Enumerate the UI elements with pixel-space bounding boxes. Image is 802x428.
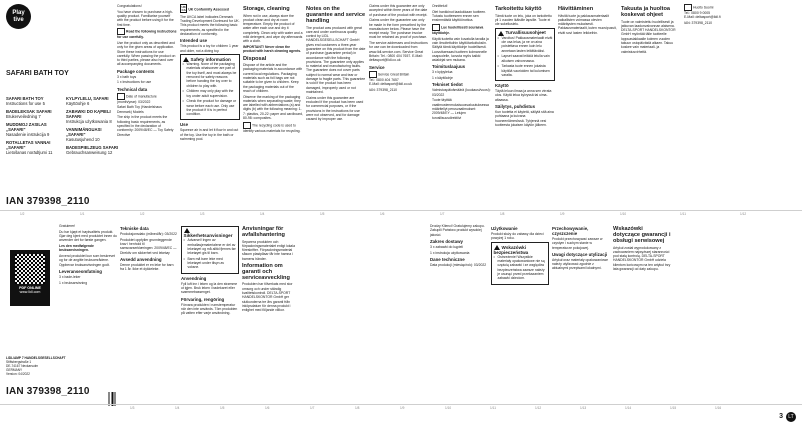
lang-entry: KYLPYLELU, SAFARI Käyttöohje 6 bbox=[66, 96, 109, 106]
pl-guarantee-text: Artykuł został wyprodukowany z zachowaniem najwyższej staranności pod stałą kontrolą. DELTA-SPORT HANDELSKONTOR GmbH udziela klientom końcowym na ten artykuł trzy lata gwarancji od daty zakupu. bbox=[613, 245, 671, 271]
language-badge: LT bbox=[786, 412, 796, 422]
fi-package-item: 3 x kylpylelua bbox=[432, 70, 453, 75]
en-intended-heading: Intended use bbox=[180, 38, 208, 44]
recycle-icon bbox=[243, 122, 251, 129]
en-service-block: Service Great Britain Tel.: 0800 404 7657 E-Mail: deltasport@lidl.co.uk bbox=[369, 72, 413, 86]
no-intended-heading: Avsedd anvendning bbox=[120, 256, 162, 262]
se-disposal-text: Separera produkten och förpackningsmaterialet enligt lokala föreskrifter. Förpackningsmaterial såsom plastpåsar får inte hamna i barnens händer. bbox=[242, 239, 295, 261]
en-safety-item: • Check the product for damage or wear before each use. Only use the product if it is in perfect condition. bbox=[183, 99, 238, 116]
en-safety-item: • Children may only play with the toy under adult supervision. bbox=[183, 89, 238, 98]
no-use-heading: Anvendning bbox=[181, 275, 207, 281]
pdf-label: PDF ONLINE bbox=[19, 286, 41, 290]
en-storage-important: IMPORTANT! Never clean the product with harsh cleaning agents. bbox=[243, 44, 302, 54]
en-guarantee-text-3: Claims under this guarantee are only accepted within three years of the date of purchase of the product with receipt. bbox=[369, 4, 428, 17]
language-col-right bbox=[66, 96, 121, 155]
fi-intended-text: Tämä tuote on lelu, joka on tarkoitettu yli 1 vuoden ikäisille lapsille. Tuote ei ole sukelluslelu. bbox=[495, 13, 552, 27]
no-package-item: 3 x bade-leker bbox=[59, 274, 81, 279]
pl-intro: Drodzy Klienci! Gratulujemy zakupu. Zakupili Państwo produkt wysokiej jakości. bbox=[430, 224, 485, 237]
strip-number: 1/6 bbox=[380, 212, 385, 216]
se-column-1 bbox=[242, 224, 300, 404]
pl-column-3 bbox=[552, 224, 610, 404]
fi-use-text: Käytä tuotetta vain kuvatulla tavalla ja vain ilmoitettuihin käyttötarkoituksiin. Säilytä tämä käyttöohje huolellisesti. Luovuttaessasi tuotteen kolmannelle osapuolelle, luovuta myös kaikki asiakirjat sen mukana. bbox=[432, 36, 489, 63]
logo-text-top: Play bbox=[12, 10, 25, 16]
en-column-4 bbox=[306, 4, 366, 208]
fi-disposal-text: Hävitä tuote ja pakkausmateriaalit paikallisten voimassa olevien määräysten mukaisesti. Pakkausmateriaalit, kuten muovipussit, eivät sovi lasten leikkeihin. bbox=[558, 13, 617, 35]
strip-number: 1/9 bbox=[560, 212, 565, 216]
strip-number: 1/5 bbox=[320, 212, 325, 216]
en-recycle-note: The recycling code is used to identify various materials for recycling. bbox=[243, 123, 301, 133]
strip-number: 1/2 bbox=[20, 212, 25, 216]
fi-tech-directive: Tuote täyttää vaatimustenmukaisuusvakuutuksessa määritellyt perusvaatimukset: 2009/48/EY — Lelujen turvallisuusdirektiivi bbox=[432, 98, 489, 120]
en-disposal-codes: Observe the marking of the packaging materials when separating waste; they are labelled with abbreviations (a) and digits (b) with the following meaning: 1-7: plastics, 20-22: paper and cardboard, 80-98: composites. bbox=[243, 94, 303, 121]
en-intended-text: This product is a toy for children 1 year and older, not a diving toy. bbox=[180, 44, 239, 53]
lang-entry: VANNIMÄNGUASI „SAFARI" Kasutusjuhend 10 bbox=[66, 127, 102, 142]
en-procedure-text-2: The service addresses and instructions for use can be downloaded from www.lidl-service.com. Service Great Britain: Tel.: 0800 404 7657. E-Mail: deltasport@lidl.co.uk bbox=[369, 41, 428, 63]
no-package-item: 1 x bruksanvisning bbox=[59, 280, 88, 285]
fi-clean-text: Kun tuotetta ei käytetä, säilytä sitä aina puhtaana ja kuivana huoneenlämmössä. Tyhjennä vesi tuotteesta jokaisen käytön jälkeen. bbox=[495, 109, 554, 127]
strip-number: 1/11 bbox=[490, 406, 496, 410]
lang-entry: SAFARI BATH TOY Instructions for use 5 bbox=[6, 96, 45, 106]
ian-code-bottom: IAN 379398_2110 bbox=[6, 386, 90, 397]
en-disposal-heading: Disposal bbox=[243, 55, 267, 62]
fi-safety-box bbox=[495, 28, 555, 81]
en-package-item: 3 x bath toys bbox=[117, 74, 137, 79]
no-use-body: Fyll luft inn i leken og la den strømme ut igjen. Bruk leken i badekaret eller svømmebassenget. bbox=[181, 281, 238, 295]
en-guarantee-heading: Notes on the guarantee and service handling bbox=[306, 6, 366, 24]
fi-column-3 bbox=[558, 4, 618, 208]
qr-code-icon bbox=[15, 254, 45, 284]
fi-intended-heading: Tarkoitettu käyttö bbox=[495, 6, 542, 12]
pl-safety-item: • Ostrzeżenie! Wszystkie materiały opakowaniowe nie są częścią zabawki i ze względów bezpieczeństwa zawsze należy je usunąć przed przekazaniem zabawki dzieciom. bbox=[494, 255, 547, 281]
lang-entry: BADESPIELZEUG SAFARI Gebrauchsanweisung 12 bbox=[66, 145, 119, 155]
se-guarantee-text: Produkten har tillverkats med stor omsorg och under ständig kvalitetskontroll. DELTA-SPORT HANDELSKONTOR GmbH ger slutkunderna tre års garanti från inköpsdatum för denna produkt i enlighet med följande villkor. bbox=[242, 282, 293, 313]
pl-guarantee-heading: Wskazówki dotyczące gwarancji i obsługi serwisowej bbox=[613, 226, 671, 244]
en-storage-heading: Storage, cleaning bbox=[243, 6, 290, 12]
en-use-body: Squeeze air in and let it flow in and out of the toy. Use the toy in the bath or swimming pool. bbox=[180, 128, 239, 141]
fi-safety-heading: Turvallisuusohjeet bbox=[498, 30, 553, 35]
fi-safety-item: • Tarkasta tuote ennen jokaista käyttöä vaurioiden tai kulumisen varalta. bbox=[498, 64, 553, 77]
en-column-3 bbox=[243, 4, 303, 208]
fold-strip-top bbox=[0, 210, 802, 220]
strip-number: 1/7 bbox=[310, 406, 315, 410]
pl-column-4 bbox=[613, 224, 671, 404]
pl-disposal-heading: Uwagi dotyczące utylizacji bbox=[552, 251, 608, 257]
strip-number: 1/4 bbox=[260, 212, 265, 216]
no-safety-item: • Barn må bare leke med leketøyet under tilsyn av voksne. bbox=[184, 257, 237, 270]
strip-number: 1/8 bbox=[355, 406, 360, 410]
se-storage-text: Förvara produkten i rumstemperatur när den inte används. Töm produkten på vatten efter varje användning. bbox=[181, 302, 238, 316]
fi-tech-date: Valmistuspäivämäärä (kuukausi/vuosi): 03/2022 bbox=[432, 88, 491, 97]
en-ukca-block: UK CA UK Conformity Assessed bbox=[181, 4, 229, 12]
pl-safety-heading: Wskazówki bezpieczeństwa bbox=[493, 244, 529, 255]
no-package-heading: Leveranseomfatning bbox=[59, 268, 102, 274]
language-col-left bbox=[6, 96, 61, 155]
strip-number: 1/1 bbox=[80, 212, 85, 216]
fi-read-note: Lue huolellisesti seuraava käyttöohje. bbox=[432, 25, 484, 35]
product-title: SAFARI BATH TOY bbox=[6, 70, 69, 77]
no-safety-heading: Sikkerhetsanvisninger bbox=[184, 228, 237, 238]
strip-number: 1/11 bbox=[680, 212, 686, 216]
fi-guarantee-heading: Takuuta ja huoltoa koskevat ohjeet bbox=[621, 6, 670, 18]
address-line: Stiftsbergstraße 1 bbox=[6, 360, 32, 364]
pl-package-item: 1 x instrukcja użytkowania bbox=[430, 250, 470, 255]
lang-entry: ROTALLETAS VANNAI „SAFARI" Lietošanas norādījumi 11 bbox=[6, 140, 53, 155]
no-congrats: Gratulerer! bbox=[59, 224, 76, 228]
fi-use-heading: Käyttö bbox=[495, 83, 509, 89]
book-icon bbox=[432, 24, 440, 31]
pl-disposal-text: Artykuł oraz materiały opakowaniowe należy utylizować zgodnie z aktualnymi przepisami lokalnymi. bbox=[552, 257, 608, 271]
en-service-heading: Service bbox=[369, 64, 385, 70]
pl-intended-heading: Użytkowanie bbox=[491, 226, 518, 231]
page-number: 3 bbox=[779, 413, 783, 420]
lang-entry: BADELEKSAK SAFARI Brukerveiledning 7 bbox=[6, 109, 52, 119]
en-storage-text: When not in use, always store the product clean and dry at room temperature. Empty the product of water after each use and dry it completely. Clean only with water and a mild detergent, and wipe dry afterwards with a cloth. bbox=[243, 13, 303, 44]
en-column-2 bbox=[180, 4, 240, 208]
en-procedure-text: Claims under the guarantee can only be made in the form prescribed by the manufacturer below. Please have the receipt ready. The purchase invoice must be retained as proof of purchase. bbox=[369, 18, 428, 40]
strip-number: 1/5 bbox=[220, 406, 225, 410]
fi-ian: IAN: 379398_2110 bbox=[684, 20, 713, 25]
fi-column-2 bbox=[495, 4, 555, 208]
en-column-5 bbox=[369, 4, 429, 208]
pl-package-item: 3 x zabawki do kąpieli bbox=[430, 244, 463, 249]
address-line: GERMANY bbox=[6, 368, 23, 372]
fi-column-4 bbox=[621, 4, 681, 208]
strip-number: 1/12 bbox=[535, 406, 542, 410]
en-package-heading: Package contents bbox=[117, 68, 155, 74]
se-guarantee-heading: Information om garanti och serviceavveckling bbox=[242, 262, 290, 281]
fi-safety-item: • Lapset saavat leikkiä lelulla vain aikuisen valvonnassa. bbox=[498, 54, 553, 63]
fi-column-5 bbox=[684, 4, 746, 208]
strip-number: 1/3 bbox=[130, 406, 135, 410]
en-use-text: Use the product only as described and only for the given areas of application. Store these instructions for use carefully. When passing the product on to third parties, please also hand over all accompanying documents. bbox=[117, 40, 176, 67]
strip-number: 1/6 bbox=[265, 406, 270, 410]
address-line: Version: 04/2022 bbox=[6, 372, 30, 376]
pl-intended-text: Produkt służy do zabawy dla dzieci powyżej 1 roku. bbox=[491, 232, 544, 241]
pdf-url: www.lidl.com bbox=[19, 290, 41, 294]
strip-number: 1/7 bbox=[440, 212, 445, 216]
fi-package-heading: Toimituslaajuus bbox=[432, 64, 466, 70]
book-icon bbox=[117, 28, 125, 35]
en-tech-directive: The ship in the product meets the following basic requirements, as specified in the declaration of conformity: 2009/48/EC — Toy Safety Directive bbox=[117, 115, 174, 137]
se-disposal-heading: Anvisningar för avfallshantering bbox=[242, 226, 285, 238]
no-column-3 bbox=[181, 224, 239, 404]
no-tech-date: Produksjonsdato (måned/år): 03/2022 bbox=[120, 232, 177, 236]
fi-congrats: Onnittelut! bbox=[432, 4, 448, 8]
fi-service-block: Huolto Suomi Tel.: 0800 9 0005 E-Mail: deltasport@lidl.fi bbox=[684, 5, 721, 20]
strip-number: 1/4 bbox=[175, 406, 180, 410]
no-tech-heading: Tekniske data bbox=[120, 226, 149, 231]
en-guarantee-text: The product was produced with great care and under continuous quality control by LIDL HANDELSGESELLSCHAFT GmbH gives end customers a three-year guarantee on this product from the date of purchase (guarantee period) in accordance with the following provisions. The guarantee only applies to material and manufacturing faults. The guarantee does not cover parts subject to normal wear and tear or damage to fragile parts. This guarantee is void if the product has been damaged, improperly used or not maintained. bbox=[306, 25, 366, 94]
strip-number: 1/12 bbox=[740, 212, 747, 216]
pl-clean-text: Produkt przechowywać zawsze w czystym i suchym stanie w temperaturze pokojowej. bbox=[552, 237, 603, 250]
strip-number: 1/10 bbox=[620, 212, 627, 216]
no-read-note: Les den medfølgende bruksanvisningen. bbox=[59, 243, 94, 253]
en-read-note: Read the following instructions for use carefully. bbox=[117, 29, 177, 40]
no-intended-text: Denne produktet er en leke for barn fra 1 år. Ikke et dykkeleke. bbox=[120, 262, 174, 272]
en-tech-date: Date of manufacture (month/year): 03/2022 bbox=[117, 94, 157, 104]
fi-column-1 bbox=[432, 4, 492, 208]
factory-icon bbox=[117, 93, 125, 100]
fi-tech-heading: Tekniset tiedot bbox=[432, 82, 463, 88]
pl-package-heading: Zakres dostawy bbox=[430, 238, 463, 244]
no-intro: Du har kjøpt et høykvalitets produkt. Gjør deg kjent med produktet innen du anvender det for første gangen. bbox=[59, 229, 117, 243]
pl-column-2 bbox=[491, 224, 549, 404]
en-guarantee-text-2: Claims under this guarantee are excluded if the product has been used for commercial purposes, or if the provisions in the instructions for use were not observed, and for damage caused by improper use. bbox=[306, 95, 364, 122]
en-ian: IAN: 379398_2110 bbox=[369, 87, 398, 92]
en-disposal-text: Dispose of the article and the packaging materials in accordance with current local regulations. Packaging materials such as foil bags are not suitable to be given to children. Keep the packaging materials out of the reach of children. bbox=[243, 63, 303, 93]
strip-number: 1/10 bbox=[445, 406, 452, 410]
address-line: LIDL/AMP 7 HANDELSGESELLSCHAFT bbox=[6, 356, 66, 360]
en-intro: You have chosen to purchase a high-quality product. Familiarise yourself with the product before using it for the first time. bbox=[117, 9, 174, 27]
fi-clean-heading: Säilytys, puhdistus bbox=[495, 103, 536, 109]
strip-number: 1/8 bbox=[500, 212, 505, 216]
no-column-1 bbox=[59, 224, 117, 404]
en-safety-heading: Safety information bbox=[183, 57, 238, 62]
fi-intro: Olet hankkinut laadukkaan tuotteen. Tutustu tuotteeseen ennen sen ensimmäistä käyttöönottoa. bbox=[432, 9, 487, 23]
no-column-2 bbox=[120, 224, 178, 404]
ian-code-top: IAN 379398_2110 bbox=[6, 196, 90, 207]
pl-clean-heading: Przechowywanie, czyszczenie bbox=[552, 226, 589, 236]
pl-column-1 bbox=[430, 224, 488, 404]
strip-number: 1/3 bbox=[200, 212, 205, 216]
no-safety-item: • Advarsel! Ingen av emballasjematerialene er del av leketøyet og må alltid fjernes før leketøyet gis til barn. bbox=[184, 238, 237, 255]
strip-number: 1/13 bbox=[580, 406, 587, 410]
pl-tech-heading: Dane techniczne bbox=[430, 256, 465, 262]
se-storage-heading: Förvaring, rengöring bbox=[181, 296, 225, 302]
en-package-item: 1 x Instructions for use bbox=[117, 80, 152, 85]
en-tech-models: Safari Bath Toy (Handelshaus Denmark) Models bbox=[117, 105, 162, 114]
playtive-logo bbox=[6, 4, 31, 29]
no-use-text: Anvend produktet kun som beskrevet og for de angitte bruksområdene. Oppbevar bruksanvisningen godt. bbox=[59, 253, 115, 267]
strip-number: 1/9 bbox=[400, 406, 405, 410]
strip-number: 1/15 bbox=[670, 406, 677, 410]
en-safety-box bbox=[180, 54, 240, 120]
lang-entry: MUDDMOJ ZASILAS „SAFARI" Nasadenie instrukcija 9 bbox=[6, 122, 50, 137]
en-ukca-text: The UKCA label indicates Denmark Trading Development Dortmund for UK. This product meets the following basic requirements, as specified in the declaration of conformity. bbox=[180, 14, 240, 36]
no-tech-directive: Produktet oppfyller grunnleggende krav i henhold til samsvarserklæringen: 2009/48/EC — Direktiv om sikkerhet ved leketøy bbox=[120, 237, 177, 255]
ukca-mark-icon: UK CA bbox=[181, 4, 186, 12]
lang-entry: ZABAWKI DO KĄPIELI SAFARI Instrukcja użytkowania 8 bbox=[66, 109, 112, 124]
strip-number: 1/14 bbox=[625, 406, 632, 410]
pl-tech-date: Data produkcji (miesiąc/rok): 03/2022 bbox=[430, 262, 487, 267]
fi-use-body: Täytä leluun ilmaa ja anna sen virrata ulos. Käytä lelua kylvyssä tai uima-altaassa. bbox=[495, 89, 552, 102]
service-icon bbox=[369, 71, 377, 78]
fi-safety-item: • Varoitus! Pakkausmateriaalit eivät ole osa lelua, ja ne on aina poistettava ennen kuin lelu annetaan lasten leikittäväksi. bbox=[498, 36, 553, 53]
strip-number: 1/16 bbox=[715, 406, 722, 410]
en-column-1 bbox=[117, 4, 177, 208]
pdf-online-qr bbox=[10, 250, 50, 306]
en-congrats: Congratulations! bbox=[117, 4, 142, 8]
fi-disposal-heading: Hävittäminen bbox=[558, 6, 594, 12]
service-icon bbox=[684, 4, 692, 11]
en-safety-item: • Warning. None of the packaging materials whatsoever are part of the toy itself, and must always be removed for safety reasons before handing the toy over to children to play with. bbox=[183, 62, 238, 88]
logo-text-bottom: tive bbox=[13, 16, 24, 23]
strip-number: 1/2 bbox=[140, 212, 145, 216]
address-line: DE-74167 Neckarsulm bbox=[6, 364, 39, 368]
fi-guarantee-text: Tuote on valmistettu huolellisesti ja jatkuvan laadunvalvonnan alaisena. DELTA-SPORT HANDELSKONTOR GmbH myöntää tälle tuotteelle loppuasiakkaalle kolmen vuoden takuun ostopäivästä alkaen. Takuu koskee vain materiaali- ja valmistusvirheitä. bbox=[621, 19, 676, 54]
no-safety-box bbox=[181, 226, 239, 274]
fi-package-item: 1 x käyttöohje bbox=[432, 76, 453, 81]
en-tech-heading: Technical data bbox=[117, 86, 148, 92]
en-use-heading: Use bbox=[180, 122, 189, 128]
fold-strip-bottom bbox=[0, 404, 802, 414]
pl-safety-box bbox=[491, 242, 549, 284]
